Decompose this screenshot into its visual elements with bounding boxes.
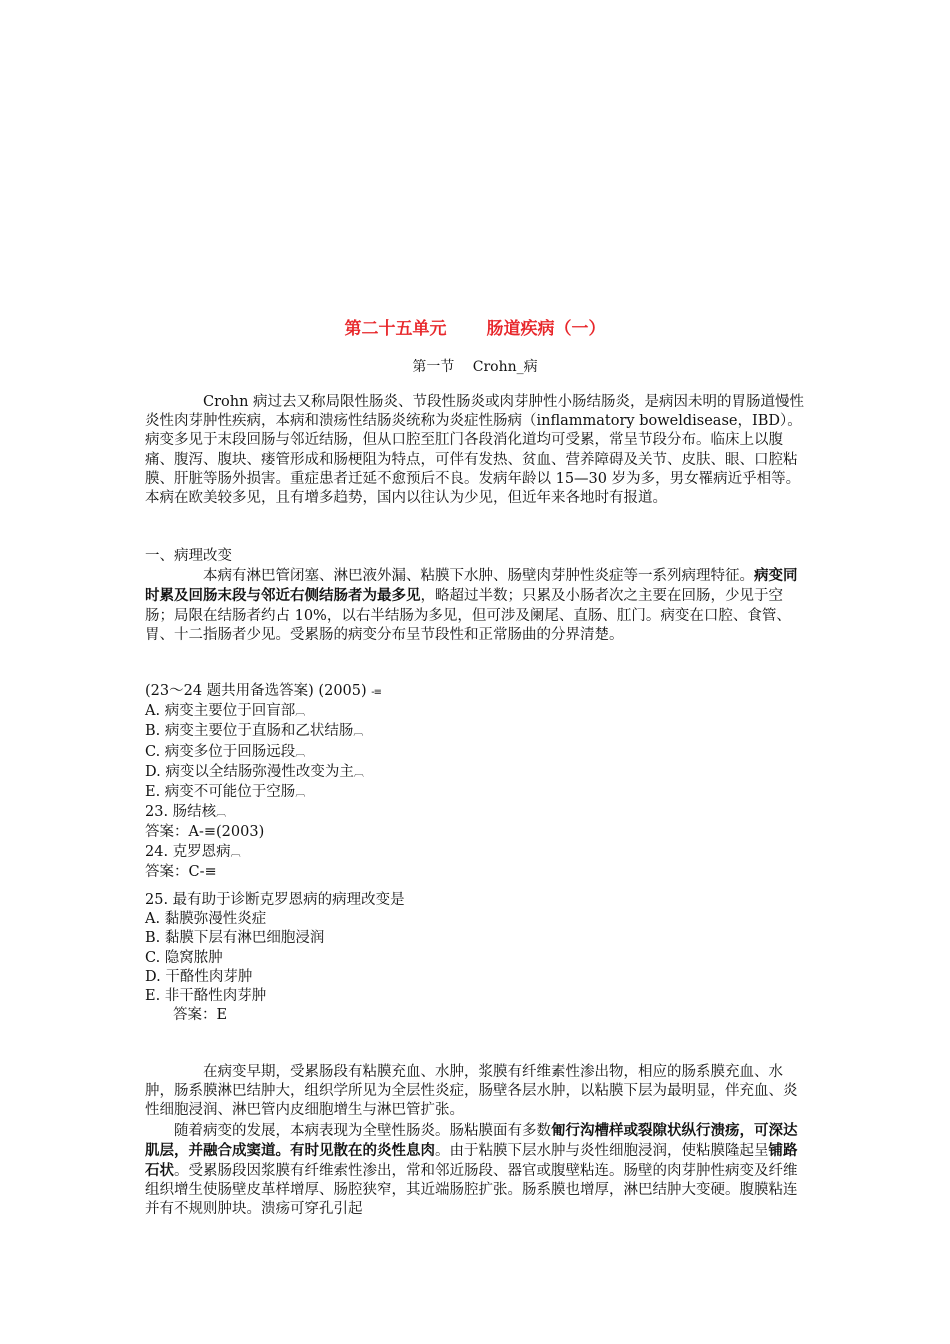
- option-a: A. 病变主要位于回盲部︹: [145, 703, 305, 720]
- page-title: 第二十五单元 肠道疾病（一）: [344, 319, 606, 339]
- question-mark: ︹: [216, 808, 226, 820]
- intro-block: [145, 393, 805, 508]
- answer-25: 答案：E: [173, 1007, 228, 1024]
- question-23-24-block: [145, 682, 805, 882]
- q25-option-d: D. 干酪性肉芽肿: [145, 968, 253, 985]
- pathology-text-2: ，略超过半数；只累及小肠者次之主要在回肠，少见于空肠；局限在结肠者约占 10%，以右半结肠为多见，但可涉及阑尾、直肠、肛门。病变在口腔、食管、胃、十二指肠者少见。受累肠的病变分布呈节段性和正常肠曲的分界清楚。: [145, 588, 791, 643]
- section-title: 第一节 Crohn_病: [412, 359, 538, 375]
- question-mark: ︹: [230, 847, 240, 859]
- question-25: 25. 最有助于诊断克罗恩病的病理改变是: [145, 892, 405, 908]
- option-e: E. 病变不可能位于空肠︹: [145, 784, 305, 801]
- early-lesion-paragraph: 在病变早期，受累肠段有粘膜充血、水肿，浆膜有纤维素性渗出物，相应的肠系膜充血、水肿，肠系膜淋巴结肿大，组织学所见为全层性炎症，肠壁各层水肿，以粘膜下层为最明显，伴充血、炎性细胞浸润、淋巴管内皮细胞增生与淋巴管扩张。: [145, 1064, 798, 1119]
- pathology-block: [145, 547, 805, 645]
- q25-option-b: B. 黏膜下层有淋巴细胞浸润: [145, 930, 325, 947]
- progression-bold-2: 铺路石状: [145, 1141, 798, 1180]
- question-23: 23. 肠结核︹: [145, 804, 226, 821]
- progression-paragraph: 随着病变的发展，本病表现为全壁性肠炎。肠粘膜面有多数匍行沟槽样或裂隙状纵行溃疡，可深达肌层，并融合成窦道。有时见散在的炎性息肉。由于粘膜下层水肿与炎性细胞浸润，使粘膜隆起呈铺路石状。受累肠段因浆膜有纤维索性渗出，常和邻近肠段、器官或腹壁粘连。肠壁的肉芽肿性病变及纤维组织增生使肠壁皮革样增厚、肠腔狭窄，其近端肠腔扩张。肠系膜也增厚，淋巴结肿大变硬。腹膜粘连并有不规则肿块。溃疡可穿孔引起: [145, 1121, 798, 1218]
- option-mark: ︹: [295, 707, 305, 719]
- pathology-heading: 一、病理改变: [145, 548, 232, 564]
- q25-option-e: E. 非干酪性肉芽肿: [145, 988, 267, 1005]
- option-d: D. 病变以全结肠弥漫性改变为主︹: [145, 763, 363, 780]
- pathology-paragraph: [145, 566, 805, 645]
- option-c: C. 病变多位于回肠远段︹: [145, 743, 305, 760]
- intro-paragraph: Crohn 病过去又称局限性肠炎、节段性肠炎或肉芽肿性小肠结肠炎，是病因未明的胃肠道慢性炎性肉芽肿性疾病，本病和溃疡性结肠炎统称为炎症性肠病（inflammatory boweldisease，IBD）。病变多见于末段回肠与邻近结肠，但从口腔至肛门各段消化道均可受累，常呈节段分布。临床上以腹痛、腹泻、腹块、瘘管形成和肠梗阻为特点，可伴有发热、贫血、营养障碍及关节、皮肤、眼、口腔粘膜、肝脏等肠外损害。重症患者迁延不愈预后不良。发病年龄以 15—30 岁为多，男女罹病近乎相等。本病在欧美较多见，且有增多趋势，国内以往认为少见，但近年来各地时有报道。: [145, 394, 805, 507]
- question-25-block: [145, 891, 805, 1025]
- progression-bold-1: 匍行沟槽样或裂隙状纵行溃疡，可深达肌层，并融合成窦道。有时见散在的炎性息肉: [145, 1121, 798, 1159]
- answer-24: 答案：C-≡: [145, 863, 217, 880]
- lesion-block: [145, 1063, 805, 1220]
- pathology-bold-text: 病变同时累及回肠末段与邻近右侧结肠者为最多见: [145, 567, 798, 605]
- q25-option-a: A. 黏膜弥漫性炎症: [145, 911, 267, 928]
- option-mark: ︹: [295, 747, 305, 759]
- option-mark: ︹: [353, 767, 363, 779]
- question-group-header: (23～24 题共用备选答案) (2005) -≡: [145, 683, 382, 699]
- option-mark: ︹: [353, 727, 363, 739]
- question-24: 24. 克罗恩病︹: [145, 843, 240, 860]
- pathology-text-1: 本病有淋巴管闭塞、淋巴液外漏、粘膜下水肿、肠壁肉芽肿性炎症等一系列病理特征。: [203, 568, 754, 585]
- header-mark: -≡: [371, 687, 382, 698]
- option-b: B. 病变主要位于直肠和乙状结肠︹: [145, 723, 363, 740]
- q25-option-c: C. 隐窝脓肿: [145, 949, 223, 966]
- answer-23: 答案：A-≡(2003): [145, 824, 265, 841]
- option-mark: ︹: [295, 788, 305, 800]
